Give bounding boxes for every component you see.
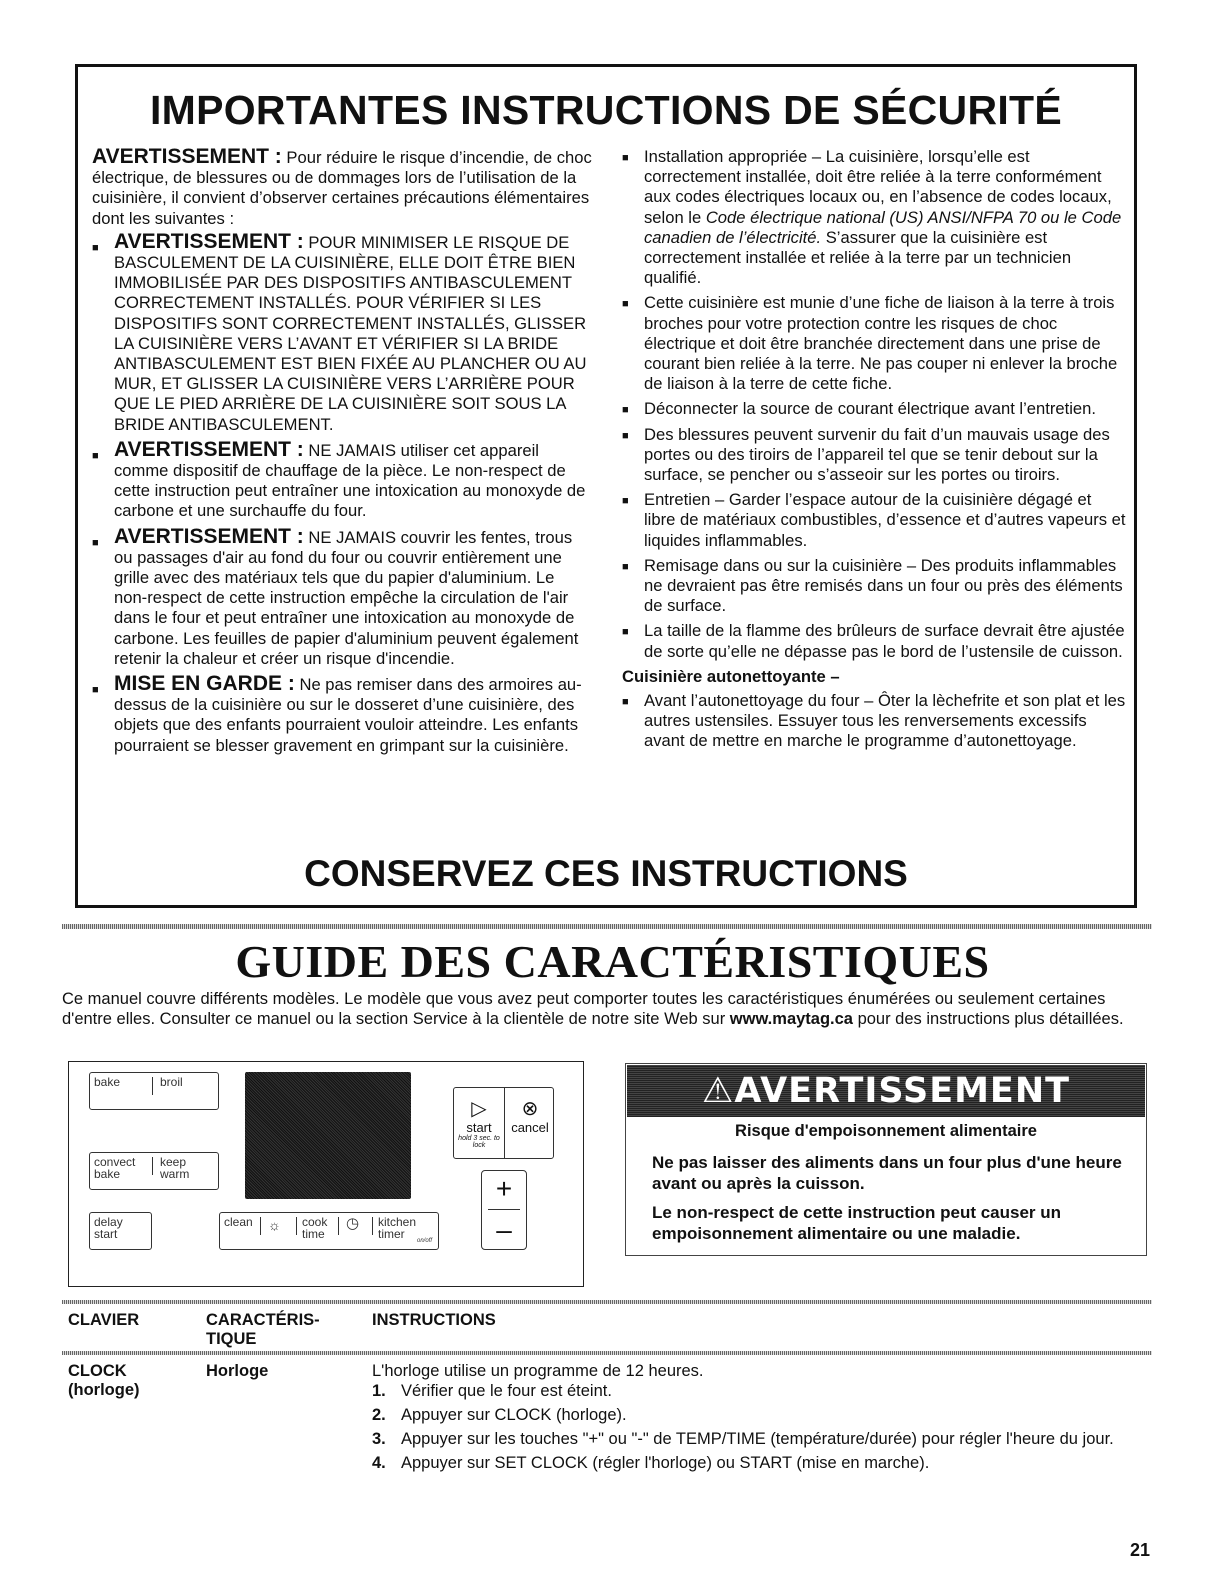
list-item [92,524,592,669]
table-cell-key: CLOCK (horloge) [68,1362,140,1399]
caution-label: MISE EN GARDE : [114,672,295,696]
clean-label: clean [224,1215,253,1229]
warning-label: AVERTISSEMENT : [114,524,304,548]
safety-title: IMPORTANTES INSTRUCTIONS DE SÉCURITÉ [149,87,1063,133]
list-item: ■ Cette cuisinière est munie d’une fiche de liaison à la terre à trois broches pour votre protection contre les risques de choc électrique et doit être branchée directement dans une prise de courant bien reliée à la terre. Ne pas couper ni enlever la broche de liaison à la terre de cette fiche. [622,293,1127,394]
save-instructions-heading: CONSERVEZ CES INSTRUCTIONS [304,853,908,894]
left-bullet-list [92,229,592,756]
oven-display [245,1072,411,1199]
temp-time-keys [481,1170,527,1250]
bake-broil-key [89,1072,219,1110]
step-text: Appuyer sur SET CLOCK (régler l'horloge) ou START (mise en marche). [401,1454,930,1472]
delay-start-label: delay start [94,1215,123,1241]
safety-right-column [622,147,1127,757]
start-cancel-key [453,1087,554,1159]
bake-label: bake [94,1075,121,1089]
step-text: Appuyer sur les touches "+" ou "-" de TEMP/TIME (température/durée) pour régler l'heure du jour. [401,1430,1114,1448]
convect-keep-warm-key [89,1152,219,1190]
bullet-text: POUR MINIMISER LE RISQUE DE BASCULEMENT DE LA CUISINIÈRE, ELLE DOIT ÊTRE BIEN IMMOBILISÉE PAR DES DISPOSITIFS ANTIBASCULEMENT CORRECTEMENT INSTALLÉS. POUR VÉRIFIER SI LES DISPOSITIFS SONT CORRECTEMENT INSTALLÉS, GLISSER LA CUISINIÈRE VERS L’AVANT ET VÉRIFIER SI LA BRIDE ANTIBASCULEMENT EST BIEN FIXÉE AU PLANCHER OU AU MUR, ET GLISSER LA CUISINIÈRE VERS L’ARRIÈRE POUR QUE LE PIED ARRIÈRE DE LA CUISINIÈRE SOIT SOUS LA BRIDE ANTIBASCULEMENT. [114,232,587,434]
intro-text: pour des instructions plus détaillées. [857,1009,1124,1028]
start-label: start [466,1120,492,1135]
guide-intro [62,990,1157,1029]
list-item: ■ La taille de la flamme des brûleurs de surface devrait être ajustée de sorte qu’elle ne dépasse pas le bord de l’ustensile de cuisson. [622,621,1127,661]
intro-text: Ce manuel couvre différents modèles. Le modèle que vous avez peut comporter toutes les caractéristiques énumérées ou seulement certaines d'entre elles. Consulter ce manuel ou la section Service à la clientèle de notre site Web sur [62,990,1106,1028]
right-bullet-list [622,147,1127,662]
cancel-icon: ⊗ [521,1098,539,1120]
divider [62,924,1152,929]
safety-intro [92,147,592,229]
bullet-text: NE JAMAIS utiliser cet appareil comme dispositif de chauffage de la pièce. Le non-respect de cette instruction peut entraîner une intoxication au monoxyde de carbone et une surchauffe du four. [114,440,586,521]
warning-consequence: Le non-respect de cette instruction peut causer un empoisonnement alimentaire ou une maladie. [652,1203,1062,1243]
cancel-key [505,1088,555,1158]
delay-start-key [89,1212,152,1250]
step-text: Vérifier que le four est éteint. [401,1382,612,1400]
kitchen-timer-label: kitchen timer [378,1215,417,1241]
self-clean-list [622,691,1127,752]
safety-left-column [92,147,592,761]
clock-icon: ◷ [346,1215,360,1232]
bullet-text: Ne pas remiser dans des armoires au-dessus de la cuisinière ou sur le dosseret d’une cuisinière, des objets que des enfants pourraient vouloir atteindre. Les enfants pourraient se blesser gravement en grimpant sur la cuisinière. [114,675,582,755]
list-item [92,437,592,522]
list-item [92,229,592,435]
table-header-feature: CARACTÉRIS- TIQUE [206,1311,320,1348]
safety-intro-text: Pour réduire le risque d’incendie, de choc électrique, de blessures ou de dommages lors de l’utilisation de la cuisinière, il convient d’observer certaines précautions élémentaires dont les suivantes : [92,148,592,228]
warning-banner: ⚠AVERTISSEMENT [627,1065,1145,1117]
minus-icon: – [496,1214,512,1245]
convect-bake-label: convect bake [94,1155,136,1181]
list-item [92,674,592,756]
list-item: ■ Avant l’autonettoyage du four – Ôter la lèchefrite et son plat et les autres ustensiles. Essuyer tous les renversements excessifs avant de mettre en marche le programme d’autonettoyage. [622,691,1127,752]
list-item [372,1430,1142,1449]
bullet-text: Installation appropriée – La cuisinière, lorsqu’elle est correctement installée, doit être reliée à la terre conformément aux codes électriques locaux ou, en l’absence de codes locaux, selon le [644,147,1112,227]
warning-subtitle: Risque d'empoisonnement alimentaire [735,1122,1037,1140]
list-item: ■ Remisage dans ou sur la cuisinière – Des produits inflammables ne devraient pas être remisés dans un four ou près des éléments de surface. [622,556,1127,617]
table-cell-intro: L'horloge utilise un programme de 12 heures. [372,1362,704,1380]
food-poisoning-warning [625,1063,1147,1256]
step-number: 2. [372,1406,386,1424]
step-number: 4. [372,1454,386,1472]
clean-cooktime-timer-key [219,1212,439,1250]
control-panel-illustration [68,1061,584,1287]
cook-time-label: cook time [302,1215,328,1241]
step-text: Appuyer sur CLOCK (horloge). [401,1406,627,1424]
guide-title: GUIDE DES CARACTÉRISTIQUES [235,936,990,987]
start-key [454,1088,504,1158]
table-header-key: CLAVIER [68,1311,140,1329]
play-icon: ▷ [471,1098,487,1120]
list-item: ■ Déconnecter la source de courant électrique avant l’entretien. [622,399,1127,419]
broil-label: broil [160,1075,183,1089]
safety-instructions-box [75,64,1137,908]
warning-label: AVERTISSEMENT : [92,145,282,168]
list-item [372,1382,1142,1401]
divider [62,1351,1152,1355]
hold-to-lock-label: hold 3 sec. to lock [458,1135,500,1149]
list-item [372,1406,1142,1425]
clock-steps [372,1382,1142,1478]
table-cell-feature: Horloge [206,1362,269,1380]
step-number: 1. [372,1382,386,1400]
list-item [622,147,1127,288]
on-off-label: on/off [416,1238,432,1244]
divider [62,1300,1152,1304]
self-clean-light-icon: ☼ [268,1217,281,1233]
keep-warm-label: keep warm [160,1155,190,1181]
warning-text: Ne pas laisser des aliments dans un four plus d'une heure avant ou après la cuisson. [652,1153,1122,1193]
cancel-label: cancel [511,1120,549,1135]
list-item: ■ Entretien – Garder l’espace autour de la cuisinière dégagé et libre de matériaux combustibles, d’essence et d’autres vapeurs et liquides inflammables. [622,490,1127,551]
page-number: 21 [1129,1540,1150,1560]
table-header-instructions: INSTRUCTIONS [372,1311,496,1329]
bullet-text: NE JAMAIS couvrir les fentes, trous ou passages d'air au fond du four ou couvrir entièrement une grille avec des matériaux tels que du papier d'aluminium. Le non-respect de cette instruction empêche la circulation de l'air dans le four et peut entraîner une intoxication au monoxyde de carbone. Les feuilles de papier d'aluminium peuvent également retenir la chaleur et créer un risque d'incendie. [114,527,579,668]
website-link[interactable]: www.maytag.ca [729,1009,853,1028]
list-item [372,1454,1142,1473]
step-number: 3. [372,1430,386,1448]
bullet-text: S’assurer que la cuisinière est correctement installée et reliée à la terre par un technicien qualifié. [644,227,1072,288]
warning-label: AVERTISSEMENT : [114,229,304,253]
plus-icon: + [495,1173,513,1204]
self-clean-heading: Cuisinière autonettoyante – [622,666,840,686]
list-item: ■ Des blessures peuvent survenir du fait d’un mauvais usage des portes ou des tiroirs de l’appareil tel que se tenir debout sur la surface, se pencher ou s’asseoir sur les portes ou tiroirs. [622,425,1127,486]
code-reference: Code électrique national (US) ANSI/NFPA 70 ou le Code canadien de l’électricité. [644,207,1122,247]
warning-label: AVERTISSEMENT : [114,437,304,461]
